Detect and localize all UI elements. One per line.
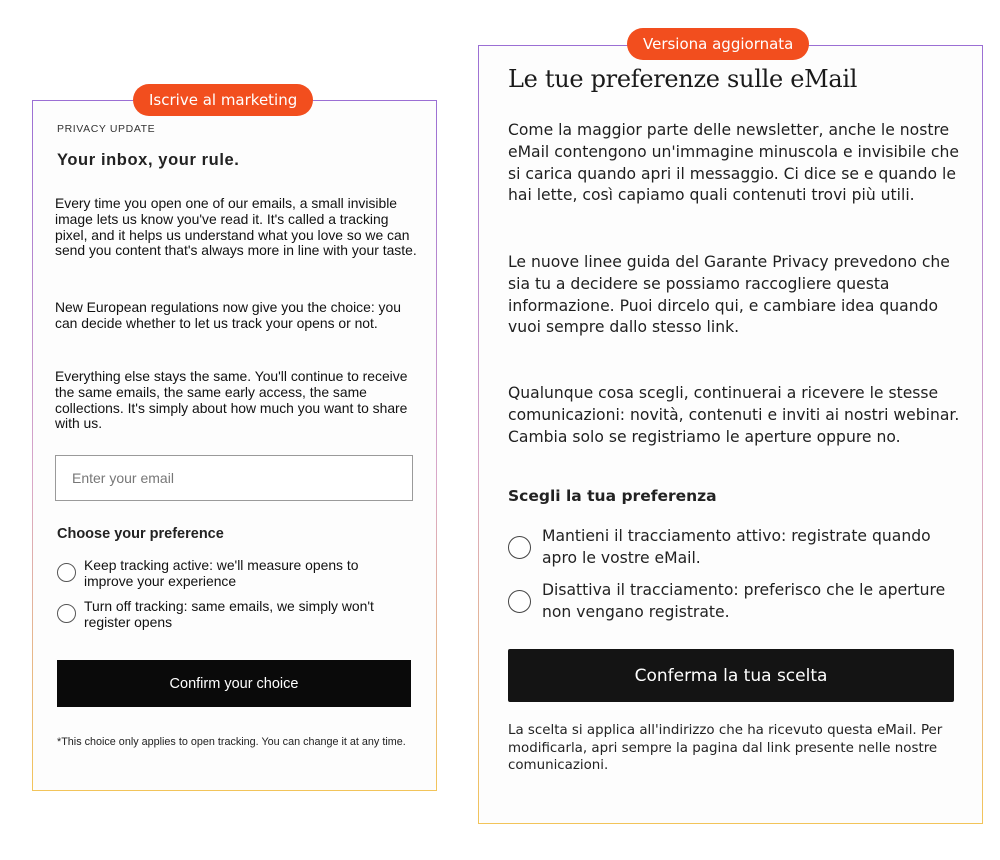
right-card-title: Le tue preferenze sulle eMail — [508, 65, 858, 93]
left-paragraph-3: Everything else stays the same. You'll continue to receive the same emails, the same early access, the same collections. It's simply about how much you want to share with us. — [55, 368, 408, 432]
left-choose-preference-heading: Choose your preference — [57, 526, 224, 542]
right-option-turn-off-tracking[interactable] — [508, 579, 962, 623]
option-label: Disattiva il tracciamento: preferisco che le aperture non vengano registrate. — [542, 581, 946, 621]
right-paragraph-1: Come la maggior parte delle newsletter, anche le nostre eMail contengono un'immagine minuscola e invisibile che si carica quando apri il messaggio. Ci dice se e quando le hai lette, così capiamo quali contenuti trovi più utili. — [508, 121, 959, 205]
left-paragraph-1: Every time you open one of our emails, a small invisible image lets us know you've read it. It's called a tracking pixel, and it helps us understand what you love so we can send you content that's always more in line with your taste. — [55, 195, 417, 259]
right-option-keep-tracking[interactable] — [508, 525, 962, 569]
option-label: Turn off tracking: same emails, we simply won't register opens — [84, 598, 374, 630]
radio-button[interactable] — [57, 604, 76, 623]
confirm-choice-button[interactable]: Conferma la tua scelta — [508, 649, 954, 702]
left-option-keep-tracking[interactable] — [57, 557, 384, 589]
left-paragraph-2: New European regulations now give you the choice: you can decide whether to let us track your opens or not. — [55, 299, 401, 331]
right-choose-preference-heading: Scegli la tua preferenza — [508, 487, 717, 505]
right-paragraph-3: Qualunque cosa scegli, continuerai a ricevere le stesse comunicazioni: novità, contenuti e inviti ai nostri webinar. Cambia solo se registriamo le aperture oppure no. — [508, 384, 960, 446]
marketing-badge: Iscrive al marketing — [133, 84, 313, 116]
privacy-update-kicker: PRIVACY UPDATE — [57, 123, 156, 135]
left-option-turn-off-tracking[interactable] — [57, 598, 384, 630]
option-label: Mantieni il tracciamento attivo: registrate quando apro le vostre eMail. — [542, 527, 931, 567]
left-footnote: *This choice only applies to open tracking. You can change it at any time. — [57, 736, 406, 748]
confirm-choice-button[interactable]: Confirm your choice — [57, 660, 411, 707]
right-paragraph-2: Le nuove linee guida del Garante Privacy prevedono che sia tu a decidere se possiamo raccogliere questa informazione. Puoi dircelo qui, e cambiare idea quando vuoi sempre dallo stesso link. — [508, 253, 950, 337]
updated-version-badge: Versiona aggiornata — [627, 28, 809, 60]
email-input[interactable] — [55, 455, 413, 501]
radio-button[interactable] — [508, 536, 531, 559]
left-card-title: Your inbox, your rule. — [57, 151, 240, 169]
right-footnote: La scelta si applica all'indirizzo che ha ricevuto questa eMail. Per modificarla, apri sempre la pagina dal link presente nelle nostre comunicazioni. — [508, 723, 943, 773]
radio-button[interactable] — [508, 590, 531, 613]
radio-button[interactable] — [57, 563, 76, 582]
option-label: Keep tracking active: we'll measure opens to improve your experience — [84, 557, 359, 589]
